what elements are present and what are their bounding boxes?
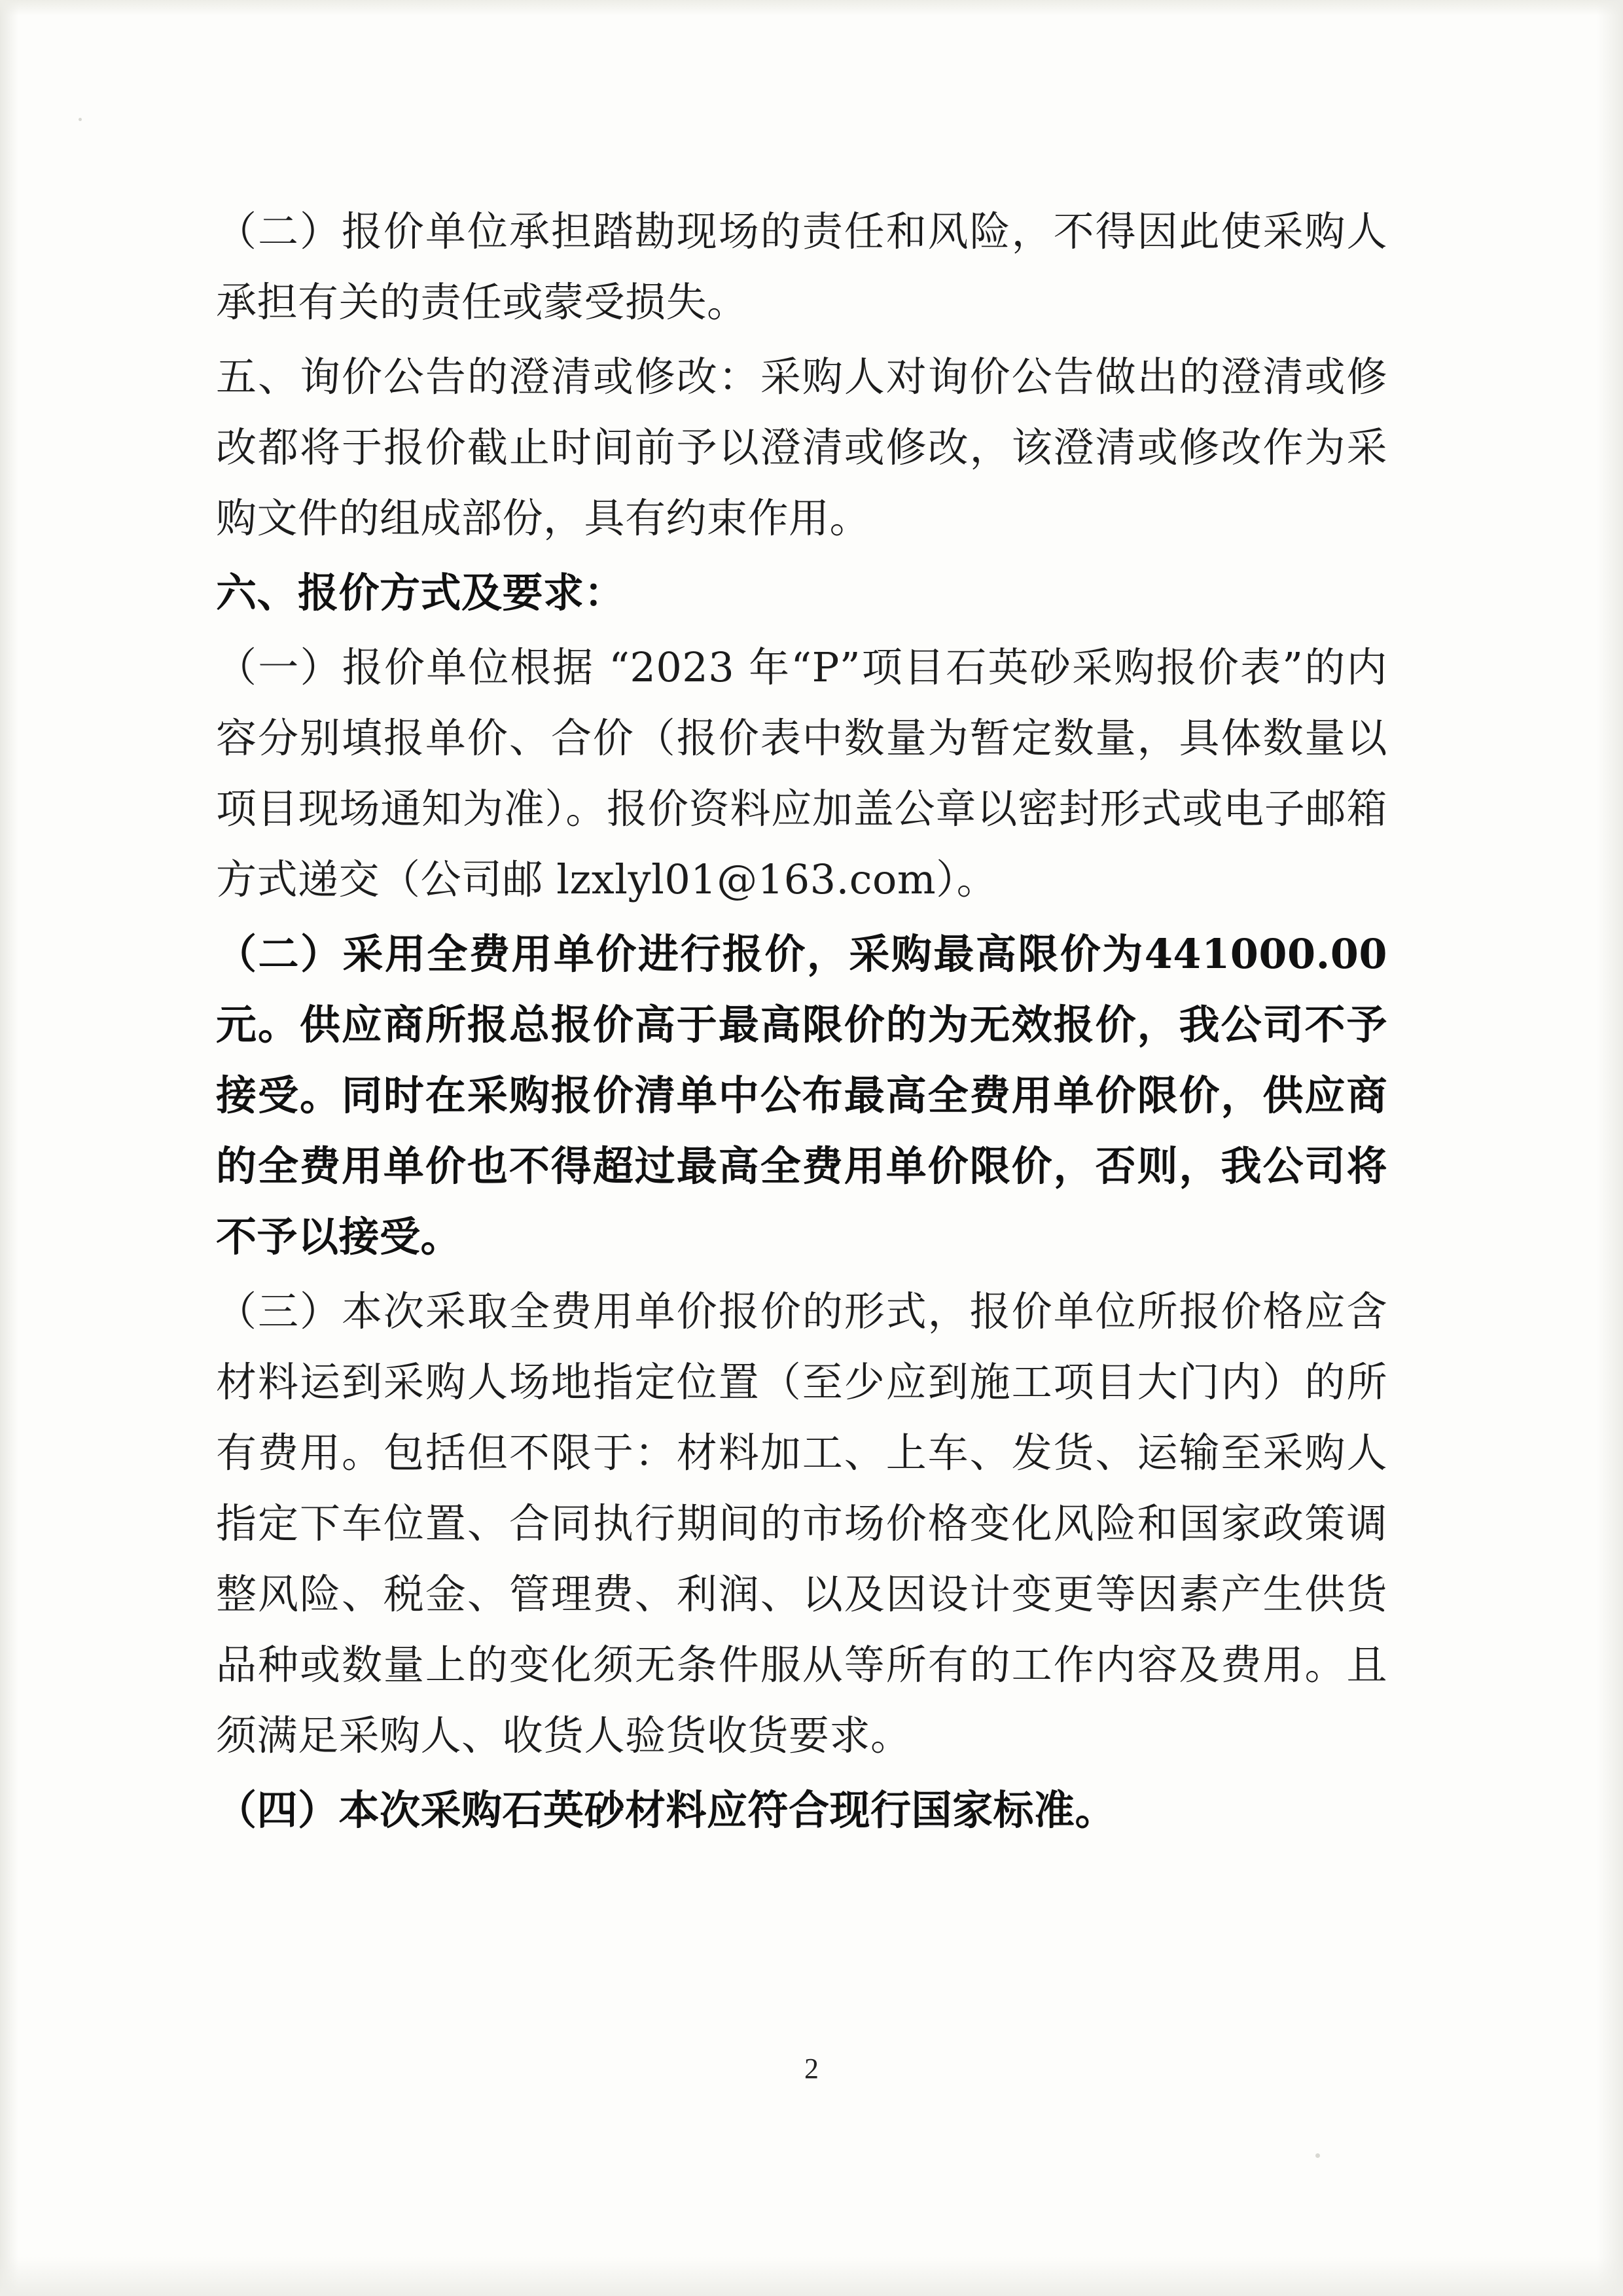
page-body bbox=[216, 196, 1387, 1850]
page-number: 2 bbox=[804, 2053, 819, 2085]
paragraph-clause-2-price-cap: （二）采用全费用单价进行报价，采购最高限价为441000.00 元。供应商所报总报价高于最高限价的为无效报价，我公司不予接受。同时在采购报价清单中公布最高全费用单价限价，供应商的全费用单价也不得超过最高全费用单价限价，否则，我公司将不予以接受。 bbox=[216, 930, 1387, 1261]
paragraph-section-5-clarification: 五、询价公告的澄清或修改：采购人对询价公告做出的澄清或修改都将于报价截止时间前予以澄清或修改，该澄清或修改作为采购文件的组成部份，具有约束作用。 bbox=[216, 353, 1387, 542]
scan-edge-bottom bbox=[0, 2257, 1623, 2296]
paragraph-clause-4-national-standard: （四）本次采购石英砂材料应符合现行国家标准。 bbox=[216, 1786, 1116, 1834]
scan-edge-top bbox=[0, 0, 1623, 16]
paragraph-clause-2-site-survey: （二）报价单位承担踏勘现场的责任和风险，不得因此使采购人承担有关的责任或蒙受损失。 bbox=[216, 207, 1387, 326]
scan-speck bbox=[79, 118, 82, 121]
heading-section-6-quotation-method: 六、报价方式及要求： bbox=[216, 569, 626, 617]
scan-edge-right bbox=[1597, 0, 1623, 2296]
scan-speck bbox=[1315, 2153, 1320, 2158]
paragraph-clause-1-quotation-form: （一）报价单位根据 “2023 年“P”项目石英砂采购报价表”的内容分别填报单价、合价（报价表中数量为暂定数量，具体数量以项目现场通知为准）。报价资料应加盖公章以密封形式或电子邮箱方式递交（公司邮 lzxlyl01@163.com）。 bbox=[216, 643, 1387, 903]
paragraph-clause-3-all-inclusive-price: （三）本次采取全费用单价报价的形式，报价单位所报价格应含材料运到采购人场地指定位置（至少应到施工项目大门内）的所有费用。包括但不限于：材料加工、上车、发货、运输至采购人指定下车位置、合同执行期间的市场价格变化风险和国家政策调整风险、税金、管理费、利润、以及因设计变更等因素产生供货品种或数量上的变化须无条件服从等所有的工作内容及费用。且须满足采购人、收货人验货收货要求。 bbox=[216, 1287, 1387, 1759]
scan-edge-left bbox=[0, 0, 18, 2296]
